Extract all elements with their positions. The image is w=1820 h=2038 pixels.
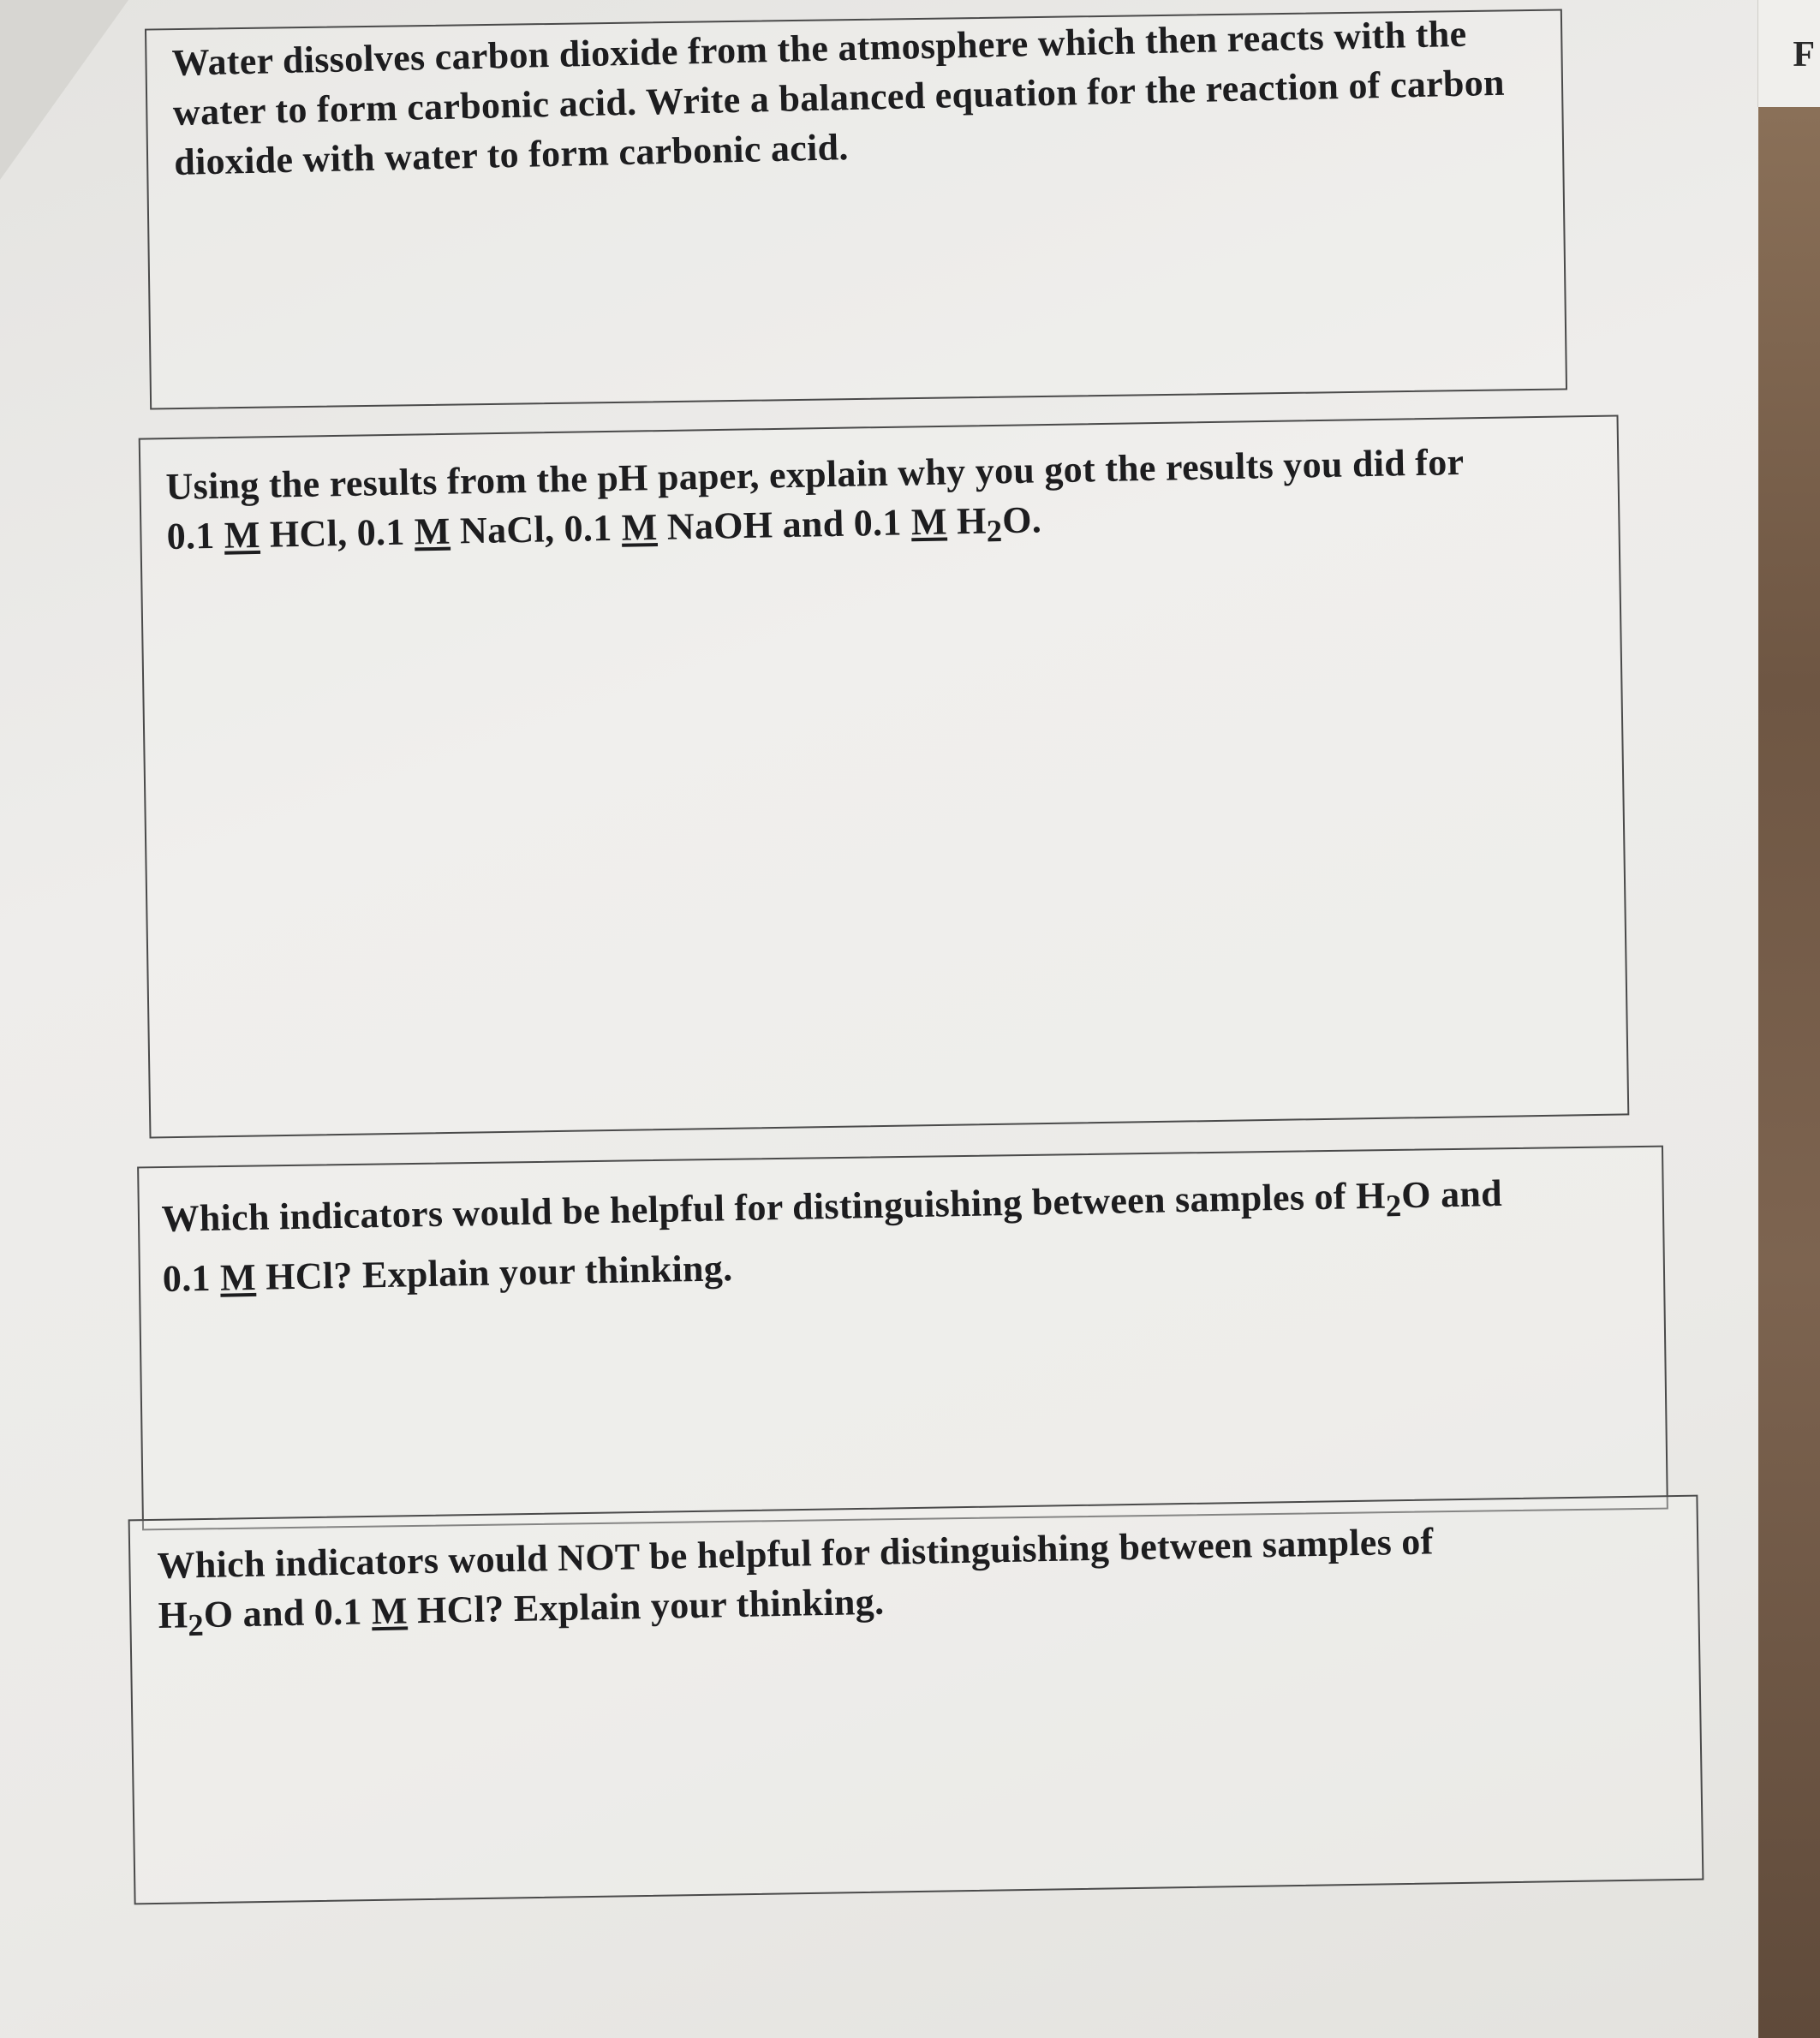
- molarity-unit: M: [910, 500, 948, 544]
- molarity-unit: M: [371, 1589, 409, 1633]
- question-3-line1b: O and: [1400, 1171, 1503, 1217]
- subscript: 2: [986, 513, 1003, 549]
- question-2-seg4: H: [946, 499, 988, 543]
- question-3-num: 0.1: [162, 1256, 221, 1300]
- molarity-unit: M: [414, 510, 451, 553]
- molarity-unit: M: [621, 505, 659, 549]
- adjacent-page-letter: F: [1793, 35, 1815, 74]
- subscript: 2: [1385, 1187, 1402, 1224]
- table-surface: [1758, 107, 1820, 2038]
- question-2-seg2: NaCl, 0.1: [450, 506, 623, 552]
- question-2-num: 0.1: [166, 514, 225, 557]
- molarity-unit: M: [224, 513, 261, 557]
- question-2-seg3: NaOH and 0.1: [657, 501, 912, 548]
- question-4-mid: O and 0.1: [203, 1590, 373, 1636]
- molarity-unit: M: [219, 1255, 257, 1299]
- subscript: 2: [188, 1606, 205, 1643]
- question-4-line1: Which indicators would NOT be helpful for distinguishing between samples of: [157, 1520, 1434, 1587]
- question-3-line1a: Which indicators would be helpful for distinguishing between samples of H: [161, 1174, 1387, 1240]
- question-2-line1: Using the results from the pH paper, explain why you got the results you did for: [165, 440, 1465, 508]
- background-corner: [0, 0, 128, 180]
- question-3-rest: HCl? Explain your thinking.: [255, 1247, 733, 1298]
- question-2-end: O.: [1001, 498, 1042, 542]
- question-1-text: [171, 7, 1562, 188]
- question-4-h: H: [158, 1594, 188, 1636]
- question-1-body: Water dissolves carbon dioxide from the atmosphere which then reacts with the water to form carbonic acid. Write a balanced equation for the reaction of carbon dioxide with water to form carbonic acid.: [171, 12, 1506, 183]
- question-4-rest: HCl? Explain your thinking.: [407, 1580, 885, 1632]
- question-2-seg1: HCl, 0.1: [260, 510, 415, 556]
